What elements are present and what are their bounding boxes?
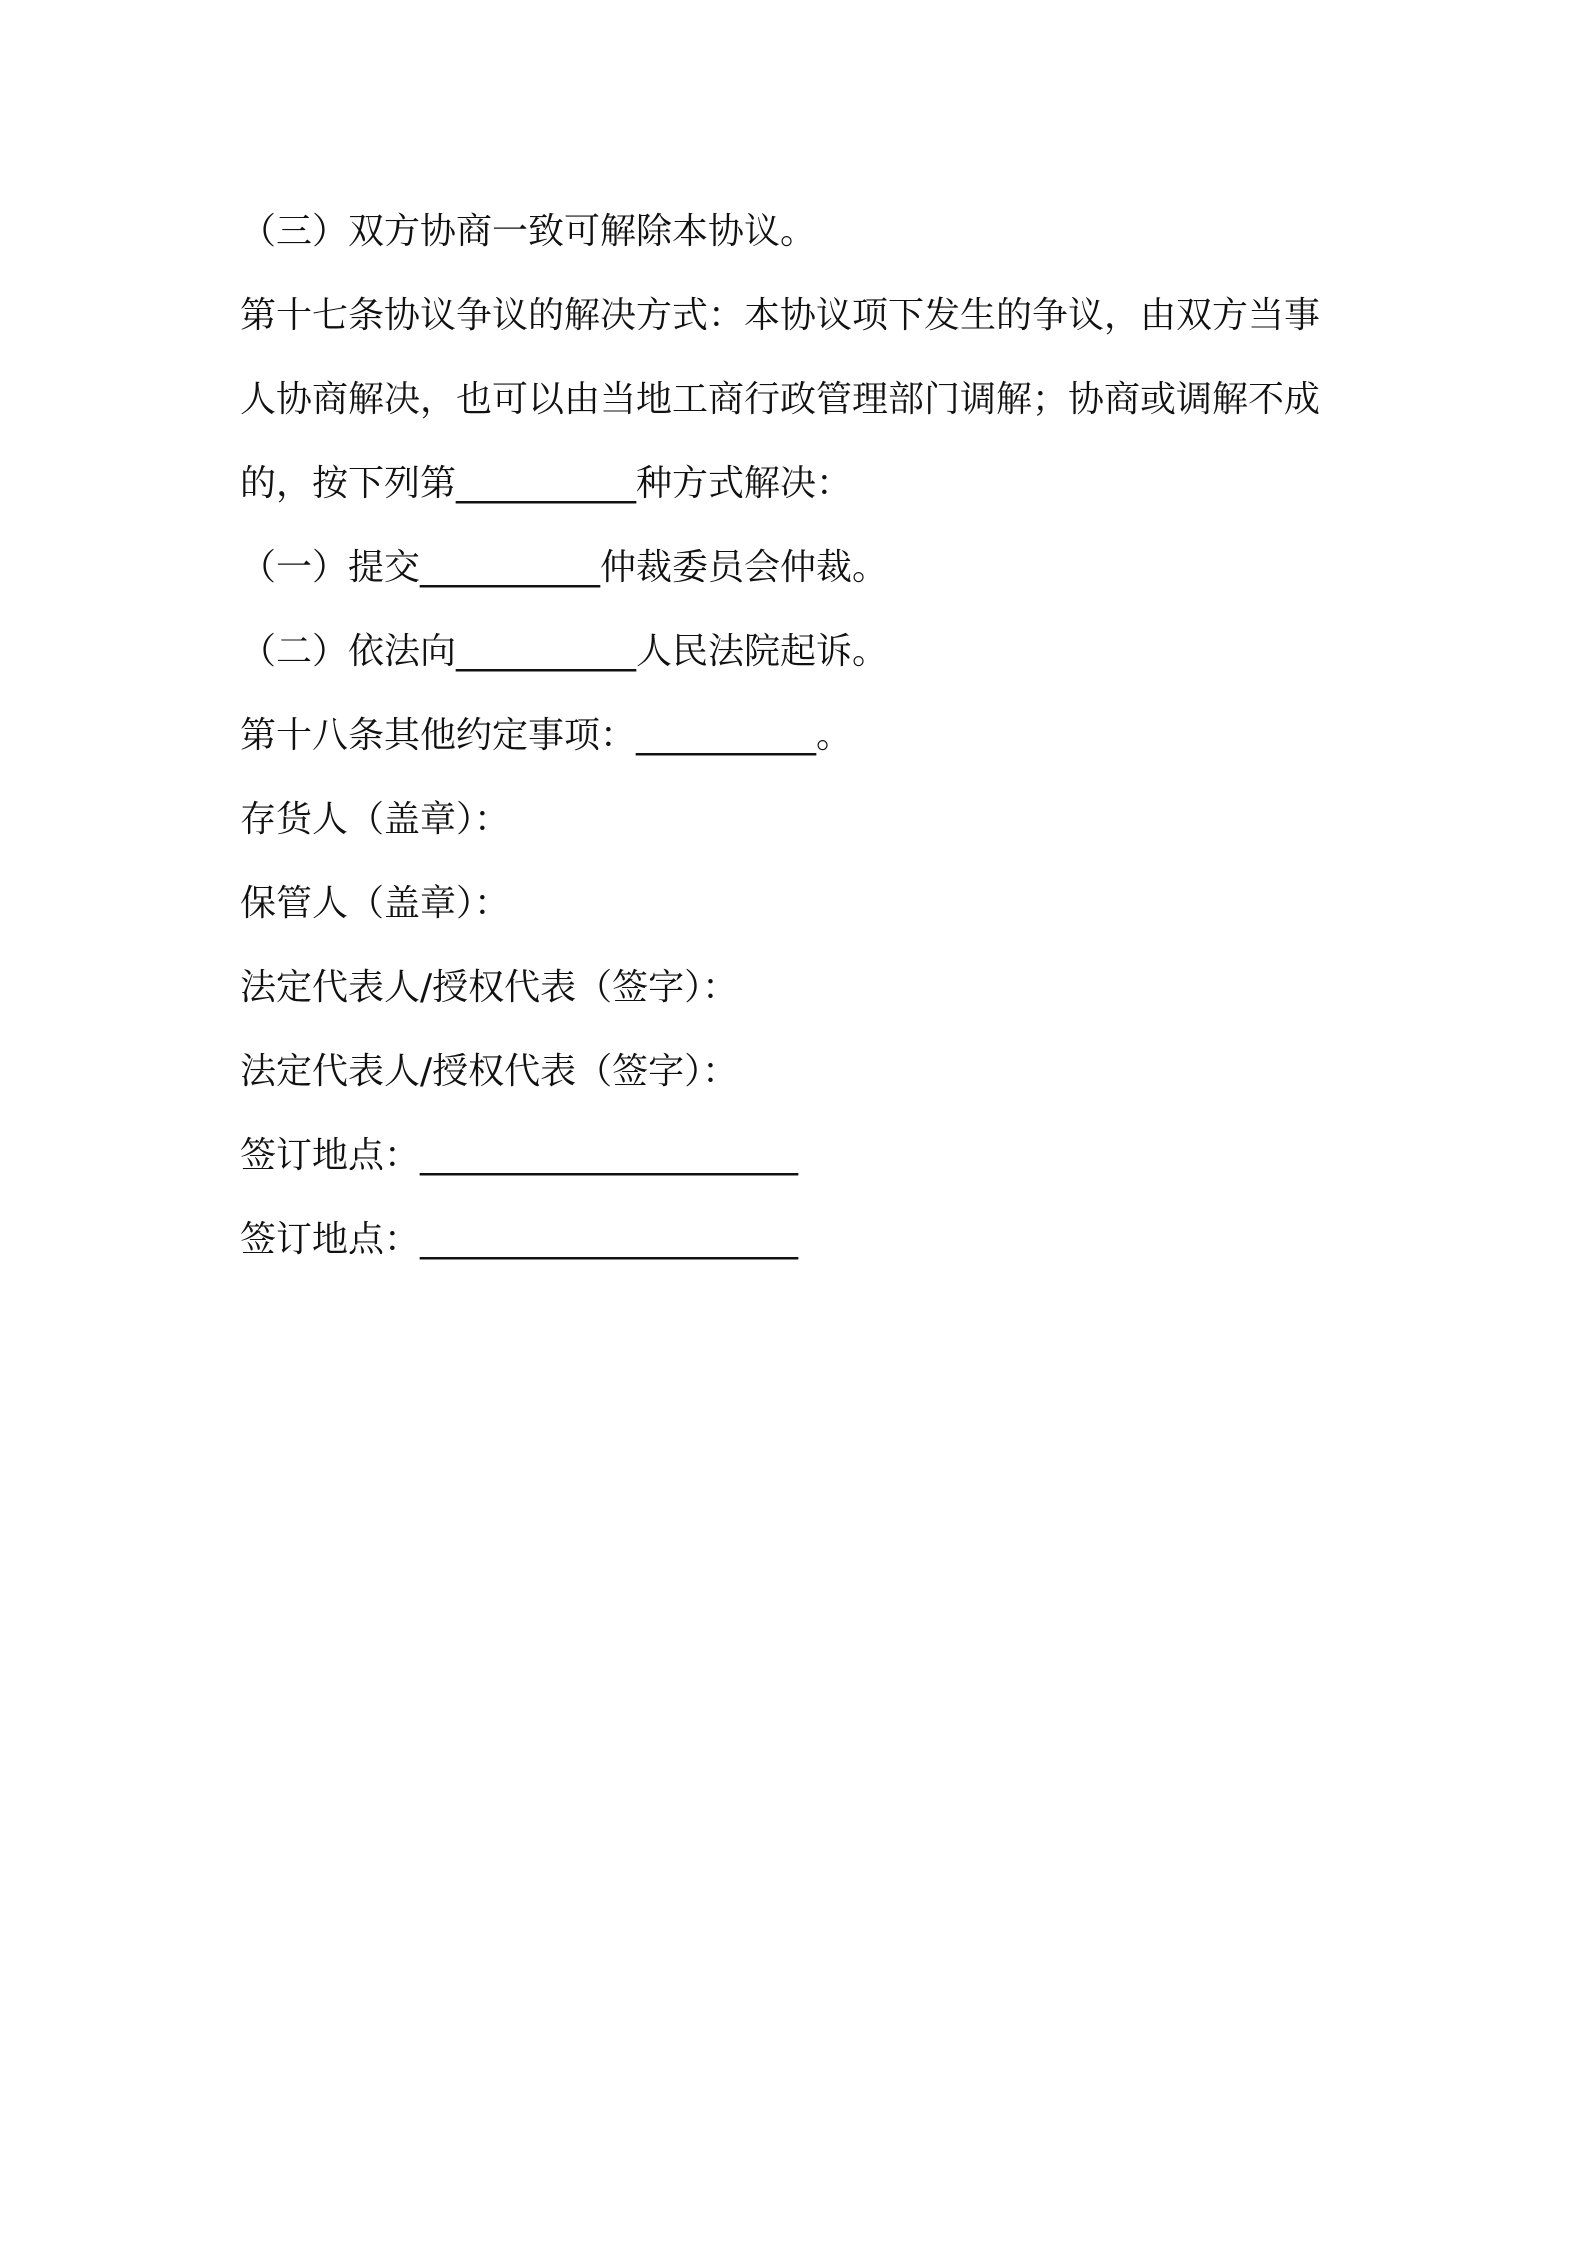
article-17-line-2: 人协商解决，也可以由当地工商行政管理部门调解；协商或调解不成 <box>240 379 1321 420</box>
signing-location-1: 签订地点：_____________________ <box>240 1135 799 1176</box>
depositor-seal-label: 存货人（盖章）： <box>240 799 511 840</box>
signing-location-2: 签订地点：_____________________ <box>240 1219 799 1260</box>
clause-three-termination: （三）双方协商一致可解除本协议。 <box>240 211 817 252</box>
option-two-court: （二）依法向__________人民法院起诉。 <box>240 631 889 672</box>
article-18-other-matters: 第十八条其他约定事项：__________。 <box>240 715 853 756</box>
option-one-arbitration: （一）提交__________仲裁委员会仲裁。 <box>240 547 889 588</box>
article-17-line-1: 第十七条协议争议的解决方式：本协议项下发生的争议，由双方当事 <box>240 295 1321 336</box>
legal-representative-signature-2: 法定代表人/授权代表（签字）： <box>240 1051 739 1092</box>
custodian-seal-label: 保管人（盖章）： <box>240 883 511 924</box>
article-17-line-3: 的，按下列第__________种方式解决： <box>240 463 853 504</box>
legal-representative-signature-1: 法定代表人/授权代表（签字）： <box>240 967 739 1008</box>
document-body <box>240 190 1360 1282</box>
